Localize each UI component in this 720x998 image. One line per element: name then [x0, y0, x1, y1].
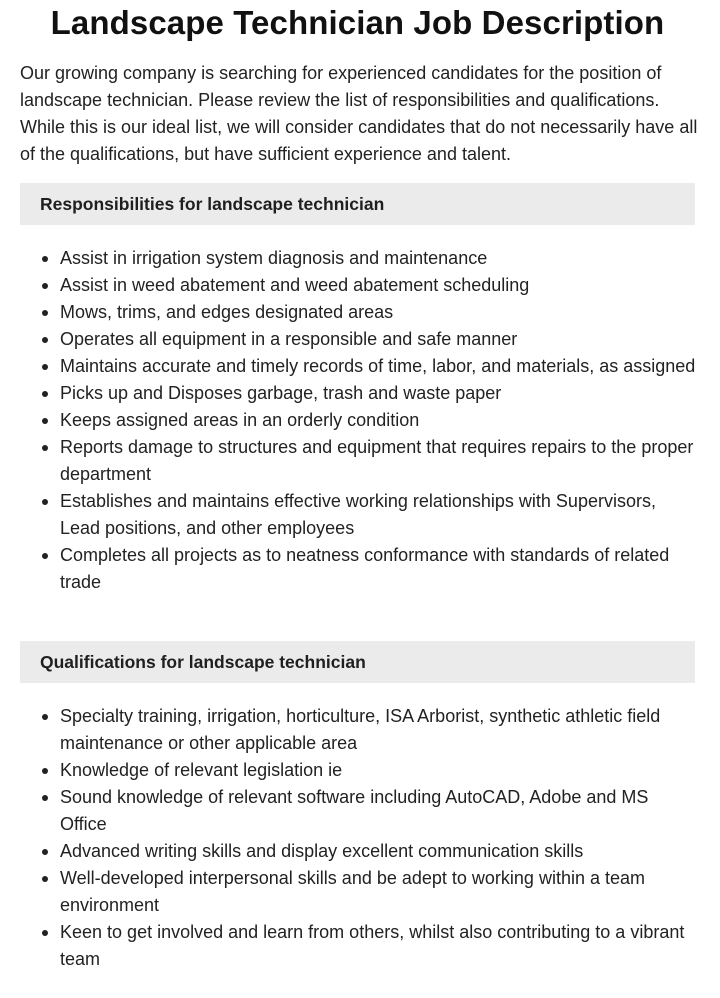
- list-item: [60, 757, 700, 784]
- list-item: [60, 488, 700, 542]
- responsibilities-list: [20, 245, 700, 596]
- list-item: [60, 407, 700, 434]
- list-item-text: Sound knowledge of relevant software including AutoCAD, Adobe and MS Office: [60, 787, 649, 834]
- list-item-text: Maintains accurate and timely records of time, labor, and materials, as assigned: [60, 356, 696, 376]
- list-item-text: Assist in weed abatement and weed abatement scheduling: [60, 275, 530, 295]
- list-item-text: Completes all projects as to neatness conformance with standards of related trade: [60, 545, 670, 592]
- bullet-icon: [42, 795, 48, 801]
- list-item-text: Advanced writing skills and display excellent communication skills: [60, 841, 584, 861]
- intro-paragraph: Our growing company is searching for experienced candidates for the position of landscape technician. Please review the list of responsibilities and qualifications. While this is our ideal list, we will consider candidates that do not necessarily have all of the qualifications, but have sufficient experience and talent.: [20, 63, 698, 164]
- list-item: [60, 353, 700, 380]
- list-item-text: Establishes and maintains effective working relationships with Supervisors, Lead positions, and other employees: [60, 491, 656, 538]
- list-item: [60, 838, 700, 865]
- list-item-text: Keeps assigned areas in an orderly condition: [60, 410, 420, 430]
- list-item: [60, 272, 700, 299]
- list-item: [60, 703, 700, 757]
- list-item-text: Knowledge of relevant legislation ie: [60, 760, 343, 780]
- bullet-icon: [42, 553, 48, 559]
- list-item-text: Operates all equipment in a responsible and safe manner: [60, 329, 518, 349]
- list-item: [60, 784, 700, 838]
- list-item: [60, 245, 700, 272]
- bullet-icon: [42, 418, 48, 424]
- list-item-text: Keen to get involved and learn from others, whilst also contributing to a vibrant team: [60, 922, 685, 969]
- bullet-icon: [42, 499, 48, 505]
- bullet-icon: [42, 930, 48, 936]
- list-item-text: Reports damage to structures and equipment that requires repairs to the proper department: [60, 437, 694, 484]
- list-item-text: Mows, trims, and edges designated areas: [60, 302, 394, 322]
- bullet-icon: [42, 876, 48, 882]
- bullet-icon: [42, 849, 48, 855]
- list-item: [60, 380, 700, 407]
- list-item: [60, 326, 700, 353]
- list-item: [60, 919, 700, 973]
- bullet-icon: [42, 310, 48, 316]
- list-item-text: Picks up and Disposes garbage, trash and waste paper: [60, 383, 502, 403]
- bullet-icon: [42, 364, 48, 370]
- qualifications-list: [20, 703, 700, 973]
- list-item: [60, 299, 700, 326]
- qualifications-heading: Qualifications for landscape technician: [20, 641, 695, 683]
- list-item-text: Assist in irrigation system diagnosis and maintenance: [60, 248, 488, 268]
- bullet-icon: [42, 714, 48, 720]
- bullet-icon: [42, 337, 48, 343]
- bullet-icon: [42, 768, 48, 774]
- list-item-text: Well-developed interpersonal skills and be adept to working within a team environment: [60, 868, 645, 915]
- list-item-text: Specialty training, irrigation, horticulture, ISA Arborist, synthetic athletic field maintenance or other applicable area: [60, 706, 661, 753]
- list-item: [60, 865, 700, 919]
- responsibilities-heading: Responsibilities for landscape technician: [20, 183, 695, 225]
- bullet-icon: [42, 445, 48, 451]
- list-item: [60, 542, 700, 596]
- page-title: Landscape Technician Job Description: [50, 4, 665, 41]
- bullet-icon: [42, 283, 48, 289]
- bullet-icon: [42, 391, 48, 397]
- list-item: [60, 434, 700, 488]
- bullet-icon: [42, 256, 48, 262]
